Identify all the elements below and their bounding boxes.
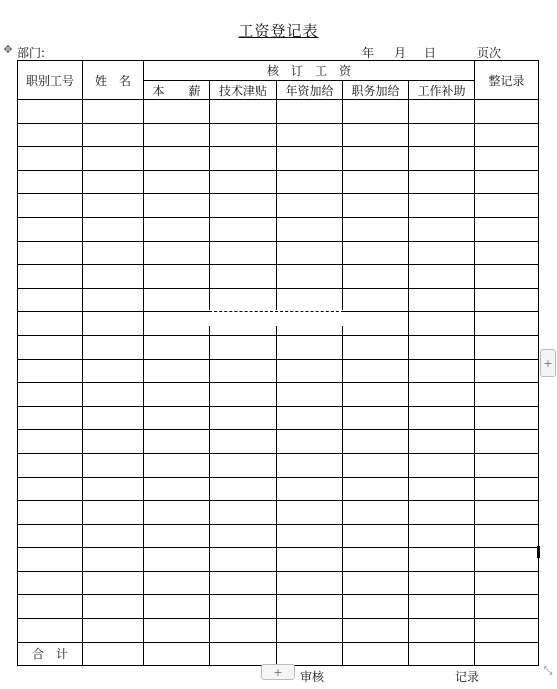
table-cell[interactable]	[210, 147, 277, 171]
table-cell[interactable]	[409, 217, 475, 241]
table-cell[interactable]	[475, 501, 539, 525]
table-row	[18, 265, 539, 289]
table-cell[interactable]	[277, 571, 343, 595]
table-cell[interactable]	[277, 453, 343, 477]
table-row	[18, 100, 539, 124]
table-cell[interactable]	[144, 571, 210, 595]
table-cell[interactable]	[277, 217, 343, 241]
table-cell[interactable]	[18, 453, 83, 477]
table-cell[interactable]	[277, 335, 343, 359]
table-cell[interactable]	[210, 194, 277, 218]
table-row	[18, 288, 539, 312]
table-cell[interactable]	[18, 100, 83, 124]
table-cell[interactable]	[144, 524, 210, 548]
table-cell[interactable]	[83, 453, 144, 477]
table-cell[interactable]	[83, 123, 144, 147]
month-label: 月	[394, 46, 407, 60]
table-cell[interactable]	[343, 265, 409, 289]
table-cell[interactable]	[343, 100, 409, 124]
page-number-label: 页次	[477, 46, 502, 60]
table-cell[interactable]	[144, 477, 210, 501]
table-row	[18, 524, 539, 548]
table-cell[interactable]	[343, 123, 409, 147]
table-cell[interactable]	[18, 524, 83, 548]
review-label: 审核	[300, 670, 325, 684]
table-cell[interactable]	[277, 477, 343, 501]
table-cell[interactable]	[18, 619, 83, 643]
table-cell[interactable]	[83, 501, 144, 525]
table-cell[interactable]	[210, 217, 277, 241]
header-adjust-record: 整记录	[475, 61, 539, 100]
table-cell[interactable]	[83, 194, 144, 218]
table-cell[interactable]	[144, 501, 210, 525]
table-cell[interactable]	[409, 453, 475, 477]
table-cell[interactable]	[277, 170, 343, 194]
table-cell[interactable]	[210, 453, 277, 477]
table-cell[interactable]	[343, 524, 409, 548]
table-cell[interactable]	[277, 147, 343, 171]
table-row	[18, 217, 539, 241]
table-row	[18, 477, 539, 501]
table-cell[interactable]	[277, 406, 343, 430]
table-cell[interactable]	[18, 595, 83, 619]
table-move-handle-icon[interactable]: ✥	[3, 42, 13, 56]
table-cell[interactable]	[475, 335, 539, 359]
table-cell[interactable]	[18, 241, 83, 265]
table-cell[interactable]	[210, 383, 277, 407]
table-cell[interactable]	[18, 170, 83, 194]
table-cell[interactable]	[343, 595, 409, 619]
header-name: 姓 名	[83, 61, 144, 100]
table-cell[interactable]	[18, 359, 83, 383]
table-cell[interactable]	[475, 170, 539, 194]
table-resize-icon[interactable]: ⤡	[543, 664, 553, 677]
table-cell[interactable]	[343, 453, 409, 477]
table-cell[interactable]	[210, 501, 277, 525]
table-cell[interactable]	[83, 241, 144, 265]
table-cell[interactable]	[144, 453, 210, 477]
cell-selection-gap	[209, 310, 344, 326]
table-cell[interactable]	[210, 241, 277, 265]
table-row	[18, 548, 539, 572]
table-cell[interactable]	[277, 265, 343, 289]
table-cell[interactable]	[210, 548, 277, 572]
total-cell[interactable]	[409, 642, 475, 665]
table-cell[interactable]	[409, 571, 475, 595]
table-row	[18, 194, 539, 218]
table-cell[interactable]	[83, 548, 144, 572]
table-cell[interactable]	[144, 383, 210, 407]
table-cell[interactable]	[343, 241, 409, 265]
total-cell[interactable]	[277, 642, 343, 665]
table-cell[interactable]	[83, 288, 144, 312]
table-cell[interactable]	[343, 383, 409, 407]
table-cell[interactable]	[144, 288, 210, 312]
table-cell[interactable]	[144, 335, 210, 359]
table-cell[interactable]	[210, 477, 277, 501]
table-cell[interactable]	[409, 312, 475, 336]
table-cell[interactable]	[475, 595, 539, 619]
table-cell[interactable]	[409, 194, 475, 218]
table-cell[interactable]	[144, 241, 210, 265]
table-cell[interactable]	[409, 477, 475, 501]
total-cell[interactable]	[475, 642, 539, 665]
table-cell[interactable]	[343, 406, 409, 430]
table-row	[18, 383, 539, 407]
total-row	[18, 642, 539, 665]
table-cell[interactable]	[409, 619, 475, 643]
table-cell[interactable]	[144, 595, 210, 619]
table-cell[interactable]	[144, 548, 210, 572]
table-cell[interactable]	[475, 312, 539, 336]
table-cell[interactable]	[409, 147, 475, 171]
table-cell[interactable]	[475, 477, 539, 501]
table-cell[interactable]	[277, 241, 343, 265]
table-row	[18, 453, 539, 477]
total-cell[interactable]	[343, 642, 409, 665]
table-cell[interactable]	[475, 619, 539, 643]
table-cell[interactable]	[83, 524, 144, 548]
table-cell[interactable]	[343, 312, 409, 336]
table-cell[interactable]	[343, 477, 409, 501]
table-cell[interactable]	[409, 406, 475, 430]
table-cell[interactable]	[83, 619, 144, 643]
table-cell[interactable]	[83, 217, 144, 241]
table-cell[interactable]	[475, 147, 539, 171]
table-row	[18, 595, 539, 619]
table-cell[interactable]	[210, 595, 277, 619]
total-cell[interactable]	[210, 642, 277, 665]
table-cell[interactable]	[144, 312, 210, 336]
total-cell[interactable]	[83, 642, 144, 665]
table-cell[interactable]	[409, 501, 475, 525]
table-cell[interactable]	[18, 194, 83, 218]
table-cell[interactable]	[475, 123, 539, 147]
table-cell[interactable]	[83, 430, 144, 454]
add-row-icon[interactable]: +	[261, 664, 295, 680]
table-cell[interactable]	[277, 100, 343, 124]
table-cell[interactable]	[83, 477, 144, 501]
table-cell[interactable]	[144, 406, 210, 430]
table-cell[interactable]	[18, 406, 83, 430]
table-cell[interactable]	[18, 147, 83, 171]
table-cell[interactable]	[277, 123, 343, 147]
table-cell[interactable]	[83, 383, 144, 407]
total-cell[interactable]	[144, 642, 210, 665]
table-cell[interactable]	[475, 100, 539, 124]
table-cell[interactable]	[409, 524, 475, 548]
table-cell[interactable]	[409, 335, 475, 359]
table-cell[interactable]	[277, 524, 343, 548]
table-cell[interactable]	[475, 453, 539, 477]
total-label: 合 计	[18, 642, 83, 665]
table-cell[interactable]	[18, 265, 83, 289]
table-cell[interactable]	[18, 217, 83, 241]
table-cell[interactable]	[210, 430, 277, 454]
table-cell[interactable]	[343, 619, 409, 643]
table-cell[interactable]	[409, 123, 475, 147]
table-cell[interactable]	[475, 524, 539, 548]
table-cell[interactable]	[18, 335, 83, 359]
table-cell[interactable]	[18, 571, 83, 595]
table-row	[18, 123, 539, 147]
table-cell[interactable]	[144, 100, 210, 124]
header-seniority-bonus: 年资加给	[277, 81, 343, 100]
table-cell[interactable]	[18, 288, 83, 312]
table-cell[interactable]	[210, 571, 277, 595]
table-cell[interactable]	[83, 335, 144, 359]
table-cell[interactable]	[210, 359, 277, 383]
table-cell[interactable]	[343, 194, 409, 218]
table-cell[interactable]	[210, 123, 277, 147]
table-cell[interactable]	[343, 147, 409, 171]
table-cell[interactable]	[277, 194, 343, 218]
table-row	[18, 170, 539, 194]
table-cell[interactable]	[144, 147, 210, 171]
table-cell[interactable]	[18, 548, 83, 572]
table-cell[interactable]	[475, 288, 539, 312]
table-cell[interactable]	[409, 100, 475, 124]
table-cell[interactable]	[475, 359, 539, 383]
table-cell[interactable]	[210, 619, 277, 643]
table-cell[interactable]	[277, 383, 343, 407]
table-cell[interactable]	[210, 170, 277, 194]
table-cell[interactable]	[475, 571, 539, 595]
table-cell[interactable]	[144, 194, 210, 218]
table-cell[interactable]	[343, 288, 409, 312]
table-row	[18, 406, 539, 430]
table-cell[interactable]	[83, 595, 144, 619]
table-cell[interactable]	[83, 571, 144, 595]
table-cell[interactable]	[475, 217, 539, 241]
table-cell[interactable]	[210, 335, 277, 359]
table-row	[18, 619, 539, 643]
table-cell[interactable]	[475, 548, 539, 572]
table-cell[interactable]	[144, 123, 210, 147]
table-cell[interactable]	[277, 288, 343, 312]
year-label: 年	[362, 46, 375, 60]
header-position-bonus: 职务加给	[343, 81, 409, 100]
header-base-pay: 本 薪	[144, 81, 210, 100]
table-cell[interactable]	[144, 217, 210, 241]
table-row	[18, 147, 539, 171]
table-row	[18, 241, 539, 265]
record-label: 记录	[455, 670, 480, 684]
table-cell[interactable]	[475, 430, 539, 454]
table-cell[interactable]	[409, 241, 475, 265]
table-cell[interactable]	[409, 595, 475, 619]
table-cell[interactable]	[475, 194, 539, 218]
table-cell[interactable]	[210, 524, 277, 548]
table-cell[interactable]	[18, 123, 83, 147]
table-cell[interactable]	[343, 335, 409, 359]
table-cell[interactable]	[144, 619, 210, 643]
page-title: 工资登记表	[238, 22, 319, 40]
table-cell[interactable]	[475, 383, 539, 407]
table-cell[interactable]	[277, 548, 343, 572]
table-row	[18, 335, 539, 359]
day-label: 日	[424, 46, 437, 60]
table-cell[interactable]	[409, 383, 475, 407]
table-cell[interactable]	[144, 170, 210, 194]
table-cell[interactable]	[277, 359, 343, 383]
table-cell[interactable]	[343, 548, 409, 572]
table-row	[18, 571, 539, 595]
table-row	[18, 430, 539, 454]
table-cell[interactable]	[475, 265, 539, 289]
department-label: 部门:	[17, 46, 46, 60]
table-cell[interactable]	[18, 477, 83, 501]
payroll-table	[17, 60, 539, 666]
header-work-subsidy: 工作补助	[409, 81, 475, 100]
table-cell[interactable]	[210, 288, 277, 312]
table-cell[interactable]	[475, 406, 539, 430]
header-tech-allowance: 技术津贴	[210, 81, 277, 100]
table-cell[interactable]	[144, 359, 210, 383]
table-cell[interactable]	[18, 312, 83, 336]
table-row	[18, 359, 539, 383]
text-cursor	[537, 546, 540, 558]
table-cell[interactable]	[83, 265, 144, 289]
table-cell[interactable]	[343, 217, 409, 241]
table-cell[interactable]	[343, 571, 409, 595]
table-cell[interactable]	[83, 406, 144, 430]
add-column-icon[interactable]: +	[540, 349, 556, 377]
table-cell[interactable]	[343, 430, 409, 454]
table-cell[interactable]	[277, 595, 343, 619]
table-cell[interactable]	[409, 359, 475, 383]
table-cell[interactable]	[83, 147, 144, 171]
table-cell[interactable]	[83, 100, 144, 124]
header-audit-group: 核 订 工 资	[144, 61, 475, 81]
table-cell[interactable]	[343, 170, 409, 194]
table-cell[interactable]	[277, 501, 343, 525]
table-cell[interactable]	[409, 430, 475, 454]
table-cell[interactable]	[277, 430, 343, 454]
table-cell[interactable]	[210, 265, 277, 289]
table-cell[interactable]	[343, 359, 409, 383]
table-cell[interactable]	[144, 265, 210, 289]
table-cell[interactable]	[210, 100, 277, 124]
table-cell[interactable]	[277, 619, 343, 643]
table-cell[interactable]	[343, 501, 409, 525]
header-employee-id: 职别工号	[18, 61, 83, 100]
cell-selection-dashes	[209, 311, 344, 312]
table-cell[interactable]	[144, 430, 210, 454]
table-cell[interactable]	[409, 288, 475, 312]
table-cell[interactable]	[18, 383, 83, 407]
table-row	[18, 501, 539, 525]
table-cell[interactable]	[18, 501, 83, 525]
table-cell[interactable]	[409, 170, 475, 194]
table-cell[interactable]	[475, 241, 539, 265]
table-cell[interactable]	[83, 359, 144, 383]
table-cell[interactable]	[83, 312, 144, 336]
table-cell[interactable]	[83, 170, 144, 194]
table-cell[interactable]	[18, 430, 83, 454]
table-cell[interactable]	[409, 548, 475, 572]
table-cell[interactable]	[210, 406, 277, 430]
table-cell[interactable]	[409, 265, 475, 289]
